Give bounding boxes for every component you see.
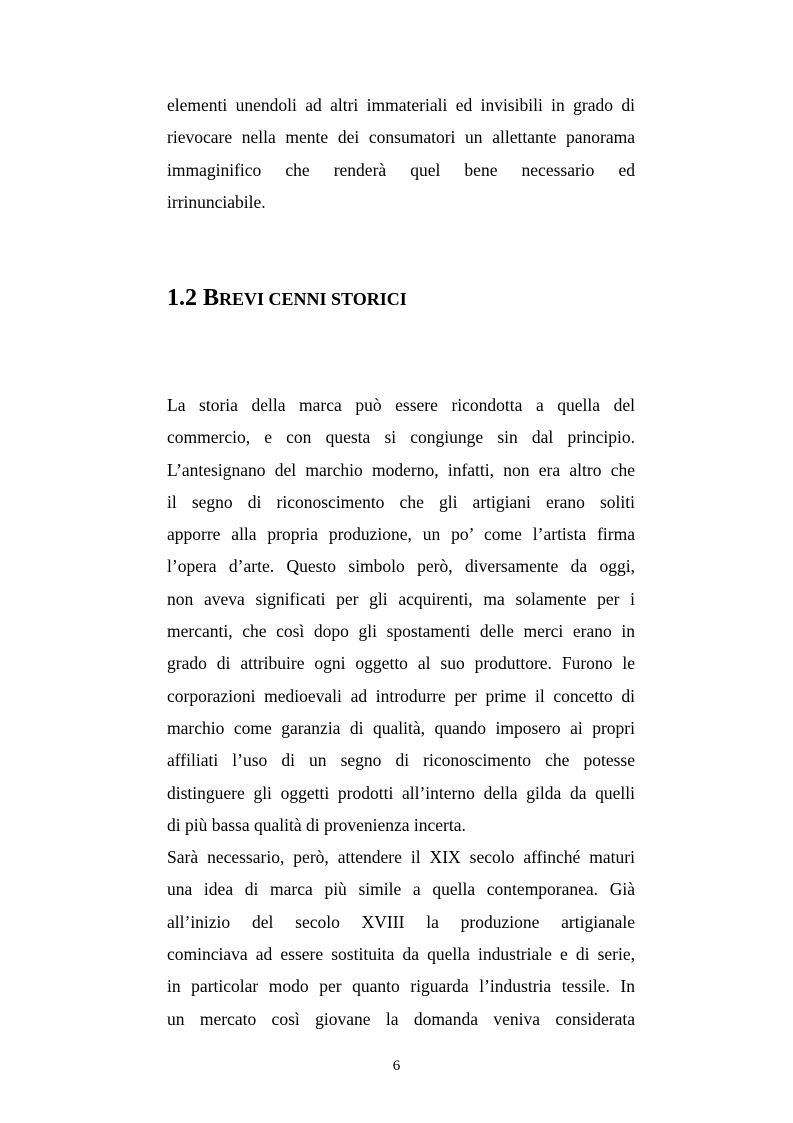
text-line: mercanti, che così dopo gli spostamenti delle merci erano in xyxy=(167,621,635,642)
text-line: L’antesignano del marchio moderno, infatti, non era altro che xyxy=(167,459,635,480)
text-line: all’inizio del secolo XVIII la produzione artigianale xyxy=(167,911,635,932)
intro-paragraph xyxy=(167,89,635,218)
text-line: marchio come garanzia di qualità, quando imposero ai propri xyxy=(167,717,635,738)
text-line: Sarà necessario, però, attendere il XIX secolo affinché maturi xyxy=(167,847,635,868)
text-line: cominciava ad essere sostituita da quella industriale e di serie, xyxy=(167,944,635,965)
text-line: distinguere gli oggetti prodotti all’interno della gilda da quelli xyxy=(167,782,635,803)
text-line: apporre alla propria produzione, un po’ come l’artista firma xyxy=(167,524,635,545)
page-number: 6 xyxy=(392,1058,401,1074)
text-line: una idea di marca più simile a quella contemporanea. Già xyxy=(167,879,635,900)
text-line: commercio, e con questa si congiunge sin dal principio. xyxy=(167,427,635,448)
text-line: irrinunciabile. xyxy=(167,191,266,212)
text-line: il segno di riconoscimento che gli artigiani erano soliti xyxy=(167,491,635,512)
body-paragraph xyxy=(167,389,635,1035)
text-line: in particolar modo per quanto riguarda l’industria tessile. In xyxy=(167,976,635,997)
text-line: elementi unendoli ad altri immateriali ed invisibili in grado di xyxy=(167,95,635,115)
section-number: 1.2 xyxy=(167,285,197,311)
text-line: affiliati l’uso di un segno di riconoscimento che potesse xyxy=(167,750,635,771)
section-heading xyxy=(167,285,407,312)
heading-rest: REVI CENNI STORICI xyxy=(219,289,407,309)
text-line: immaginifico che renderà quel bene necessario ed xyxy=(167,159,635,180)
text-line: La storia della marca può essere ricondotta a quella del xyxy=(167,395,635,415)
text-line: non aveva significati per gli acquirenti, ma solamente per i xyxy=(167,588,635,609)
heading-initial: B xyxy=(203,285,220,311)
text-line: di più bassa qualità di provenienza incerta. xyxy=(167,814,466,835)
text-line: rievocare nella mente dei consumatori un allettante panorama xyxy=(167,127,635,148)
text-line: l’opera d’arte. Questo simbolo però, diversamente da oggi, xyxy=(167,556,635,577)
text-line: corporazioni medioevali ad introdurre per prime il concetto di xyxy=(167,685,635,706)
text-line: un mercato così giovane la domanda veniva considerata xyxy=(167,1008,635,1029)
text-line: grado di attribuire ogni oggetto al suo produttore. Furono le xyxy=(167,653,635,674)
